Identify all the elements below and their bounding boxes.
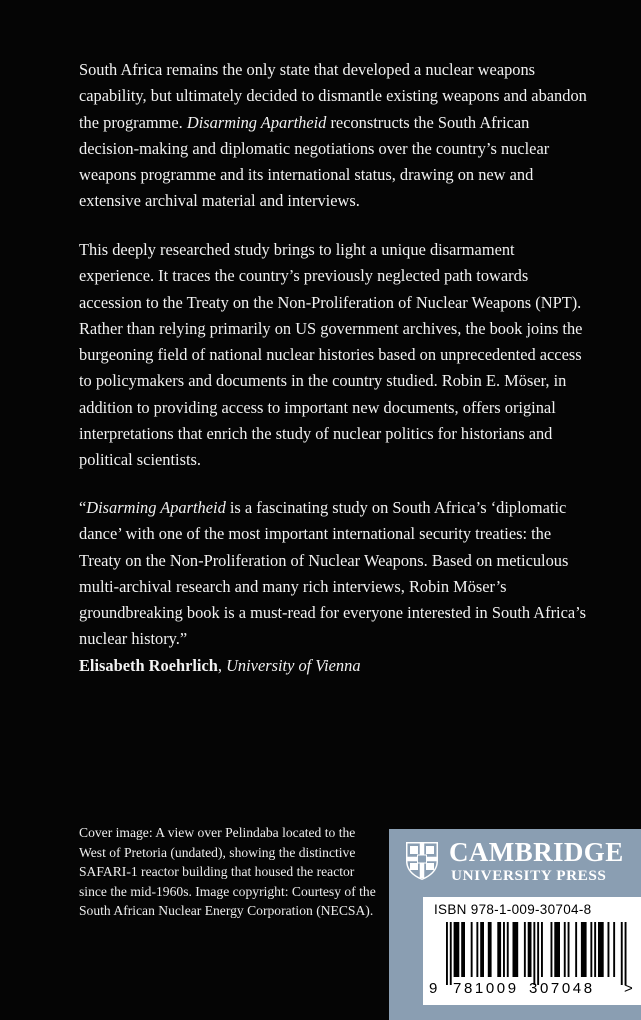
barcode-bar — [488, 922, 492, 977]
quote-affiliation: University of Vienna — [226, 655, 361, 675]
barcode-quiet-zone-mark: > — [624, 980, 633, 997]
barcode-bar — [497, 922, 501, 977]
quote-text: is a fascinating study on South Africa’s ‘diplomatic dance’ with one of the most important international security treaties: the Treaty on the Non-Proliferation of Nuclear Weapons. Based on meticulous multi-archival research and many rich interviews, Robin Möser’s groundbreaking book is a must-read for everyone interested in South Africa’s nuclear history.” — [79, 498, 587, 649]
barcode-guard-bar — [625, 922, 627, 985]
blurb-paragraph-2: This deeply researched study brings to light a unique disarmament experience. It traces the country’s previously neglected path towards accession to the Treaty on the Non-Proliferation of Nuclear Weapons (NPT). Rather than relying primarily on US government archives, the book joins the burgeoning field of national nuclear histories based on unprecedented access to policymakers and documents in the country studied. Robin E. Möser, in addition to providing access to important new documents, offers original interpretations that enrich the study of nuclear politics for historians and political scientists. — [79, 240, 583, 470]
barcode-bar — [471, 922, 473, 977]
barcode-bar — [503, 922, 505, 977]
isbn-label: ISBN 978-1-009-30704-8 — [434, 902, 592, 917]
publisher-panel — [389, 829, 641, 1020]
barcode-bar — [554, 922, 560, 977]
quote-open-mark: “ — [79, 498, 87, 517]
barcode-bar — [564, 922, 566, 977]
quote-author: Elisabeth Roehrlich — [79, 655, 218, 675]
blurb-paragraph-1 — [79, 57, 589, 215]
quote-book-title: Disarming Apartheid — [86, 498, 226, 517]
barcode-bar — [568, 922, 570, 977]
blurb-p1-before: South Africa remains the only state that developed a nuclear weapons capability, but ultimately decided to dismantle existing weapons and abandon the programme. — [79, 60, 587, 132]
barcode-bar — [581, 922, 587, 977]
quote-separator: , — [217, 655, 227, 675]
barcode-guard-bar — [537, 922, 539, 985]
barcode-bar — [507, 922, 509, 977]
barcode-digit-first: 9 — [429, 980, 438, 997]
barcode-bar — [590, 922, 592, 977]
barcode-bar — [613, 922, 615, 977]
barcode-bar — [598, 922, 604, 977]
barcode-guard-bar — [450, 922, 452, 985]
cambridge-crest-icon — [405, 841, 439, 881]
barcode-bar — [461, 922, 465, 977]
barcode-bar — [513, 922, 519, 977]
barcode-bar — [551, 922, 553, 977]
barcode-bar — [476, 922, 478, 977]
barcode-bar — [454, 922, 460, 977]
barcode-digits-right: 307048 — [529, 980, 595, 997]
barcode-bar — [575, 922, 577, 977]
publisher-name-line-2: UNIVERSITY PRESS — [451, 867, 607, 884]
barcode-bar — [524, 922, 526, 977]
endorsement-quote — [79, 495, 589, 679]
barcode-guard-bar — [621, 922, 623, 985]
publisher-name-line-1: CAMBRIDGE — [449, 837, 624, 867]
barcode-bar — [594, 922, 596, 977]
barcode-bar — [528, 922, 532, 977]
barcode-guard-bar — [446, 922, 448, 985]
barcode-bar — [608, 922, 610, 977]
barcode-bar — [480, 922, 484, 977]
barcode-bar — [541, 922, 543, 977]
book-title-italic: Disarming Apartheid — [186, 112, 327, 132]
barcode-guard-bar — [533, 922, 535, 985]
isbn-barcode — [423, 897, 641, 1005]
publisher-logo — [405, 839, 641, 887]
barcode-digits-left: 781009 — [453, 980, 519, 997]
cover-image-credit: Cover image: A view over Pelindaba located to the West of Pretoria (undated), showing the distinctive SAFARI-1 reactor building that housed the reactor since the mid-1960s. Image copyright: Courtesy of the South African Nuclear Energy Corporation (NECSA). — [79, 825, 376, 919]
blurb-p1-after: reconstructs the South African decision-making and diplomatic negotiations over the country’s nuclear weapons programme and its international status, drawing on new and extensive archival material and interviews. — [79, 112, 550, 211]
